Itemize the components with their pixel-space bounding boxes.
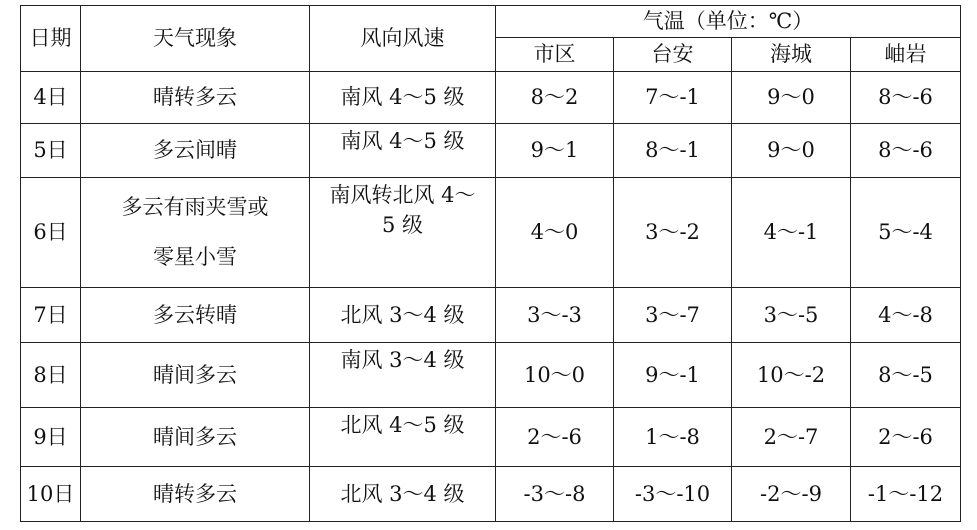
wind-cell: 北风 3～4 级: [310, 467, 496, 522]
weather-cell: 多云间晴: [81, 124, 310, 178]
temp-cell: 8～-5: [851, 343, 961, 408]
wind-line: 5 级: [381, 213, 424, 238]
weather-line: 零星小雪: [153, 244, 237, 269]
header-temperature-group: 气温（单位：℃）: [496, 6, 961, 38]
temp-cell: 9～1: [496, 124, 614, 178]
temp-cell: 4～-1: [732, 178, 851, 288]
weather-cell: 晴间多云: [81, 408, 310, 467]
table-row: [21, 467, 961, 522]
header-station-taian: 台安: [614, 38, 732, 72]
date-cell: 5日: [21, 124, 81, 178]
temp-cell: 9～0: [732, 72, 851, 124]
date-cell: 7日: [21, 288, 81, 343]
date-cell: 9日: [21, 408, 81, 467]
temp-cell: 1～-8: [614, 408, 732, 467]
header-station-shiqu: 市区: [496, 38, 614, 72]
temp-cell: 2～-6: [496, 408, 614, 467]
temp-cell: 5～-4: [851, 178, 961, 288]
weather-cell: 晴转多云: [81, 72, 310, 124]
temp-cell: 3～-2: [614, 178, 732, 288]
date-cell: 8日: [21, 343, 81, 408]
temp-cell: -1～-12: [851, 467, 961, 522]
date-cell: 10日: [21, 467, 81, 522]
table-row: [21, 124, 961, 178]
table-row: [21, 408, 961, 467]
header-weather: 天气现象: [81, 6, 310, 72]
temp-cell: 4～-8: [851, 288, 961, 343]
header-date: 日期: [21, 6, 81, 72]
temp-cell: 8～2: [496, 72, 614, 124]
temp-cell: 9～0: [732, 124, 851, 178]
temp-cell: 2～-6: [851, 408, 961, 467]
temp-cell: 2～-7: [732, 408, 851, 467]
temp-cell: 8～-6: [851, 124, 961, 178]
wind-cell: 南风 4～5 级: [310, 72, 496, 124]
temp-cell: 8～-6: [851, 72, 961, 124]
temp-cell: -3～-10: [614, 467, 732, 522]
weather-cell: [81, 178, 310, 288]
wind-cell: 南风 3～4 级: [310, 343, 496, 408]
forecast-table: [20, 5, 961, 522]
weather-line: 多云有雨夹雪或: [121, 195, 269, 220]
table-row: [21, 178, 961, 288]
date-cell: 6日: [21, 178, 81, 288]
temp-cell: -3～-8: [496, 467, 614, 522]
wind-cell: [310, 178, 496, 288]
table-row: [21, 72, 961, 124]
wind-line: 南风转北风 4～: [329, 183, 476, 207]
table-row: [21, 288, 961, 343]
temp-cell: -2～-9: [732, 467, 851, 522]
wind-cell: 南风 4～5 级: [310, 124, 496, 178]
temp-cell: 10～-2: [732, 343, 851, 408]
temp-cell: 9～-1: [614, 343, 732, 408]
temp-cell: 3～-3: [496, 288, 614, 343]
header-station-xiuyan: 岫岩: [851, 38, 961, 72]
header-station-haicheng: 海城: [732, 38, 851, 72]
wind-cell: 北风 3～4 级: [310, 288, 496, 343]
header-row: [21, 6, 961, 38]
date-cell: 4日: [21, 72, 81, 124]
temp-cell: 4～0: [496, 178, 614, 288]
temp-cell: 3～-7: [614, 288, 732, 343]
temp-cell: 3～-5: [732, 288, 851, 343]
header-wind: 风向风速: [310, 6, 496, 72]
weather-cell: 晴间多云: [81, 343, 310, 408]
weather-cell: 晴转多云: [81, 467, 310, 522]
wind-cell: 北风 4～5 级: [310, 408, 496, 467]
table-row: [21, 343, 961, 408]
temp-cell: 7～-1: [614, 72, 732, 124]
temp-cell: 10～0: [496, 343, 614, 408]
weather-cell: 多云转晴: [81, 288, 310, 343]
temp-cell: 8～-1: [614, 124, 732, 178]
